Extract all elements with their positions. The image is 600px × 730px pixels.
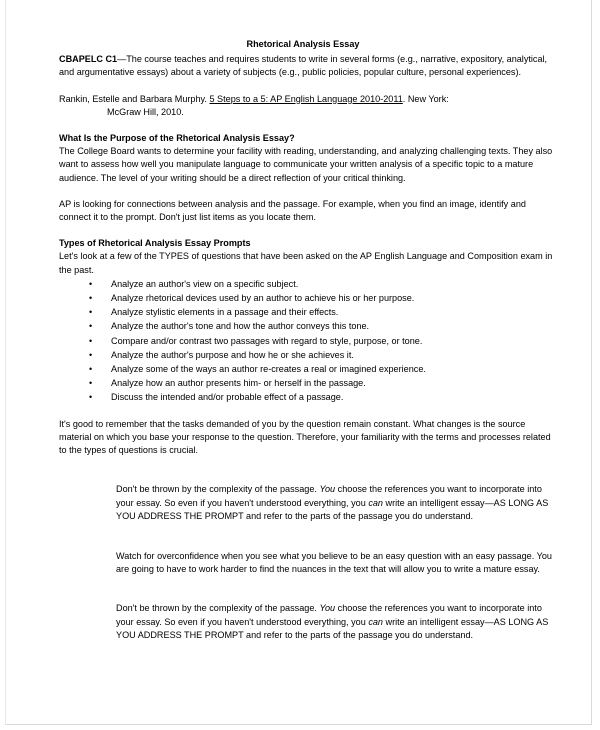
standard-text: The course teaches and requires students to write in several forms (e.g., narrative, expository, analytical, and argumentative essays) about a variety of subjects (e.g., public policies, popular culture, personal experiences).	[59, 54, 548, 78]
blockquote-3	[59, 602, 559, 642]
blockquote-3-emphasis-1: You	[319, 603, 336, 614]
document-page	[5, 0, 592, 725]
page-title: Rhetorical Analysis Essay	[246, 39, 360, 49]
blockquote-1-emphasis-1: You	[319, 484, 336, 495]
list-item: • Analyze stylistic elements in a passage and their effects.	[59, 305, 559, 319]
list-item: • Discuss the intended and/or probable effect of a passage.	[59, 390, 559, 404]
types-heading: Types of Rhetorical Analysis Essay Prompts	[59, 238, 251, 249]
list-item: • Analyze the author's tone and how the author conveys this tone.	[59, 319, 559, 333]
blockquote-1-emphasis-2: can	[368, 497, 383, 508]
types-intro: Let's look at a few of the TYPES of questions that have been asked on the AP English Language and Composition exam in the past.	[59, 251, 553, 275]
spacer	[59, 185, 559, 198]
blockquote-2: Watch for overconfidence when you see what you believe to be an easy question with an easy passage. You are going to have to work harder to find the nuances in the text that will allow you to write a mature essay.	[116, 550, 552, 574]
closing-paragraph: It's good to remember that the tasks demanded of you by the question remain constant. What changes is the source material on which you base your response to the question. Therefore, your familiarity with the terms and processes related to the types of questions is crucial.	[59, 418, 551, 456]
spacer	[59, 457, 559, 470]
standard-dash: —	[117, 54, 127, 65]
spacer	[59, 589, 559, 602]
spacer	[59, 524, 559, 537]
blockquote-1-part-3: write an intelligent essay—AS LONG AS YOU ADDRESS THE PROMPT and refer to the parts of the passage you do understand.	[116, 497, 549, 522]
connections-paragraph: AP is looking for connections between analysis and the passage. For example, when you find an image, identify and connect it to the prompt. Don't just list items as you locate them.	[59, 198, 526, 223]
prompt-list	[59, 277, 559, 405]
citation-authors: Rankin, Estelle and Barbara Murphy.	[59, 93, 207, 104]
list-item: • Analyze the author's purpose and how he or she achieves it.	[59, 348, 559, 362]
blockquote-3-part-3: write an intelligent essay—AS LONG AS YOU ADDRESS THE PROMPT and refer to the parts of the passage you do understand.	[116, 616, 549, 641]
spacer	[59, 576, 559, 589]
spacer	[59, 470, 559, 483]
document-body	[59, 38, 559, 643]
spacer	[59, 119, 559, 132]
list-item: • Compare and/or contrast two passages with regard to style, purpose, or tone.	[59, 334, 559, 348]
standard-paragraph	[59, 53, 559, 79]
blockquote-3-part-2: choose the references you want to incorporate into your essay. So even if you haven't understood everything, you	[116, 603, 542, 627]
standard-code: CBAPELC C1	[59, 54, 118, 65]
blockquote-1	[59, 483, 559, 523]
citation-work-title: 5 Steps to a 5: AP English Language 2010-2011	[209, 93, 403, 104]
citation-line-1	[59, 93, 559, 106]
blockquote-3-part-1: Don't be thrown by the complexity of the passage.	[116, 603, 320, 614]
purpose-body: The College Board wants to determine your facility with reading, understanding, and analyzing challenging texts. They also want to assess how well you manipulate language to communicate your written analysis of a specific topic to a mature audience. The level of your writing should be a direct reflection of your critical thinking.	[59, 146, 553, 183]
blockquote-3-emphasis-2: can	[368, 616, 383, 627]
blockquote-1-part-2: choose the references you want to incorporate into your essay. So even if you haven't understood everything, you	[116, 484, 542, 508]
list-item: • Analyze how an author presents him- or herself in the passage.	[59, 376, 559, 390]
spacer	[59, 405, 559, 418]
citation-publication: . New York:	[402, 93, 449, 104]
list-item: • Analyze some of the ways an author re-creates a real or imagined experience.	[59, 362, 559, 376]
spacer	[59, 80, 559, 93]
spacer	[59, 537, 559, 550]
blockquote-1-part-1: Don't be thrown by the complexity of the passage.	[116, 484, 320, 495]
spacer	[59, 224, 559, 237]
list-item: • Analyze an author's view on a specific subject.	[59, 277, 559, 291]
purpose-heading: What Is the Purpose of the Rhetorical Analysis Essay?	[59, 133, 295, 144]
list-item: • Analyze rhetorical devices used by an author to achieve his or her purpose.	[59, 291, 559, 305]
citation-line-2: McGraw Hill, 2010.	[107, 106, 184, 117]
